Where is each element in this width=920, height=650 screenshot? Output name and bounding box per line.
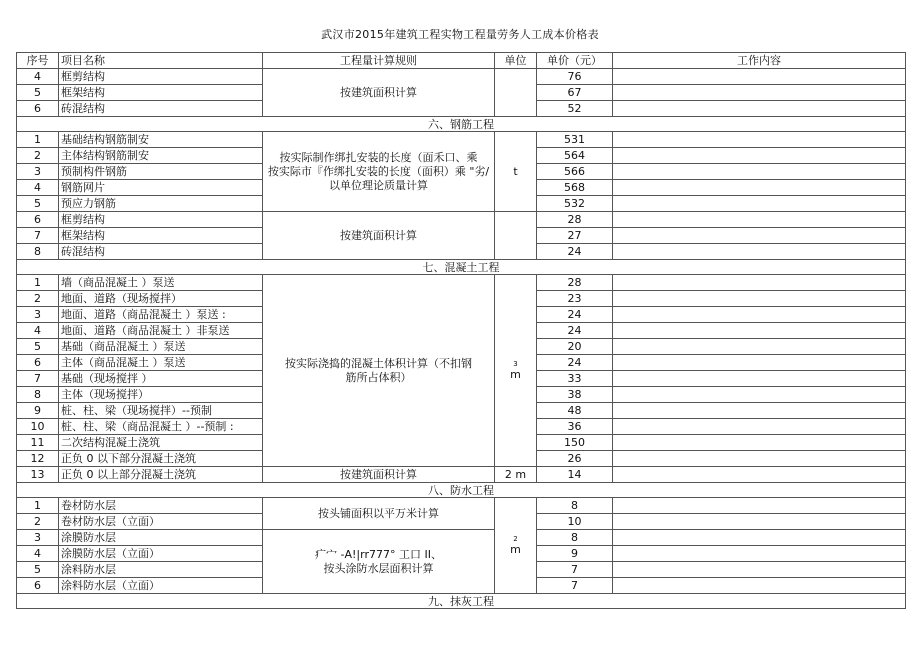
row-name: 正负 0 以上部分混凝土浇筑 xyxy=(59,467,263,483)
row-work xyxy=(613,339,906,355)
row-work xyxy=(613,164,906,180)
section-row xyxy=(17,483,906,498)
row-no: 4 xyxy=(17,69,59,85)
row-price: 76 xyxy=(537,69,613,85)
row-name: 桩、柱、梁（现场搅拌）--预制 xyxy=(59,403,263,419)
unit-superscript: 3 xyxy=(513,360,518,368)
section-row xyxy=(17,594,906,609)
row-price: 26 xyxy=(537,451,613,467)
row-no: 8 xyxy=(17,244,59,260)
header-row xyxy=(17,53,906,69)
row-no: 6 xyxy=(17,101,59,117)
row-name: 基础（现场搅拌 ） xyxy=(59,371,263,387)
table-row xyxy=(17,498,906,514)
row-price: 14 xyxy=(537,467,613,483)
row-no: 2 xyxy=(17,148,59,164)
row-work xyxy=(613,148,906,164)
row-name: 正负 0 以下部分混凝土浇筑 xyxy=(59,451,263,467)
rule-cell: 按建筑面积计算 xyxy=(263,467,495,483)
row-work xyxy=(613,101,906,117)
price-table xyxy=(16,52,906,609)
row-no: 5 xyxy=(17,339,59,355)
rule-cell: 按头铺面积以平万米计算 xyxy=(263,498,495,530)
row-no: 5 xyxy=(17,85,59,101)
row-price: 38 xyxy=(537,387,613,403)
rule-line: 按实际浇捣的混凝土体积计算（不扣钢 xyxy=(285,356,472,370)
row-name: 基础结构钢筋制安 xyxy=(59,132,263,148)
row-name: 地面、道路（商品混凝土 ）非泵送 xyxy=(59,323,263,339)
row-name: 预制构件钢筋 xyxy=(59,164,263,180)
table-row xyxy=(17,132,906,148)
row-name: 主体（商品混凝土 ）泵送 xyxy=(59,355,263,371)
row-work xyxy=(613,546,906,562)
row-price: 20 xyxy=(537,339,613,355)
unit-cell: t xyxy=(495,132,537,212)
row-price: 28 xyxy=(537,275,613,291)
row-price: 67 xyxy=(537,85,613,101)
row-work xyxy=(613,419,906,435)
rule-cell xyxy=(263,275,495,467)
rule-noise: 疒宀 -A!|rr777° 工口 II、 xyxy=(315,547,442,561)
section-row xyxy=(17,260,906,275)
unit-text: m xyxy=(510,368,521,381)
row-name: 预应力钢筋 xyxy=(59,196,263,212)
row-no: 3 xyxy=(17,307,59,323)
row-no: 9 xyxy=(17,403,59,419)
rule-cell: 按建筑面积计算 xyxy=(263,69,495,117)
row-work xyxy=(613,403,906,419)
row-price: 7 xyxy=(537,562,613,578)
row-price: 52 xyxy=(537,101,613,117)
row-work xyxy=(613,467,906,483)
row-price: 150 xyxy=(537,435,613,451)
row-no: 1 xyxy=(17,275,59,291)
rule-line: 筋所占体积） xyxy=(345,370,412,384)
section-title: 六、钢筋工程 xyxy=(17,117,906,132)
row-work xyxy=(613,244,906,260)
row-name: 主体结构钢筋制安 xyxy=(59,148,263,164)
row-no: 5 xyxy=(17,562,59,578)
row-work xyxy=(613,196,906,212)
row-name: 涂料防水层 xyxy=(59,562,263,578)
row-price: 48 xyxy=(537,403,613,419)
row-no: 1 xyxy=(17,498,59,514)
row-work xyxy=(613,435,906,451)
row-no: 4 xyxy=(17,546,59,562)
row-no: 2 xyxy=(17,514,59,530)
row-work xyxy=(613,180,906,196)
rule-line: 按实际制作绑扎安装的长度（面禾口、乘 xyxy=(279,150,478,164)
row-price: 36 xyxy=(537,419,613,435)
row-price: 566 xyxy=(537,164,613,180)
row-price: 24 xyxy=(537,307,613,323)
row-no: 8 xyxy=(17,387,59,403)
section-title: 七、混凝土工程 xyxy=(17,260,906,275)
header-no: 序号 xyxy=(17,53,59,69)
row-name: 地面、道路（现场搅拌） xyxy=(59,291,263,307)
row-no: 10 xyxy=(17,419,59,435)
row-price: 564 xyxy=(537,148,613,164)
row-no: 4 xyxy=(17,323,59,339)
row-price: 24 xyxy=(537,244,613,260)
section-title: 八、防水工程 xyxy=(17,483,906,498)
row-name: 桩、柱、梁（商品混凝土 ）--预制 : xyxy=(59,419,263,435)
row-no: 4 xyxy=(17,180,59,196)
rule-cell xyxy=(263,530,495,594)
row-work xyxy=(613,69,906,85)
row-no: 1 xyxy=(17,132,59,148)
row-price: 7 xyxy=(537,578,613,594)
row-no: 6 xyxy=(17,212,59,228)
rule-cell xyxy=(263,132,495,212)
row-work xyxy=(613,451,906,467)
row-work xyxy=(613,291,906,307)
row-work xyxy=(613,85,906,101)
row-price: 9 xyxy=(537,546,613,562)
row-work xyxy=(613,212,906,228)
unit-cell xyxy=(495,275,537,467)
table-row xyxy=(17,212,906,228)
row-price: 24 xyxy=(537,323,613,339)
row-price: 24 xyxy=(537,355,613,371)
row-name: 墙（商品混凝土 ）泵送 xyxy=(59,275,263,291)
row-no: 6 xyxy=(17,355,59,371)
rule-line: 按实际市『作绑扎安装的长度（面积）乘 "劣/ xyxy=(267,164,490,178)
section-row xyxy=(17,117,906,132)
rule-line: 按头涂防水层面积计算 xyxy=(323,561,434,575)
row-work xyxy=(613,307,906,323)
row-no: 7 xyxy=(17,228,59,244)
row-name: 框架结构 xyxy=(59,228,263,244)
unit-cell xyxy=(495,69,537,117)
row-price: 27 xyxy=(537,228,613,244)
row-name: 砖混结构 xyxy=(59,101,263,117)
row-name: 涂膜防水层（立面） xyxy=(59,546,263,562)
row-no: 5 xyxy=(17,196,59,212)
row-work xyxy=(613,387,906,403)
row-work xyxy=(613,228,906,244)
row-name: 基础（商品混凝土 ）泵送 xyxy=(59,339,263,355)
row-no: 13 xyxy=(17,467,59,483)
rule-cell: 按建筑面积计算 xyxy=(263,212,495,260)
row-work xyxy=(613,578,906,594)
unit-cell xyxy=(495,212,537,260)
row-work xyxy=(613,275,906,291)
row-price: 33 xyxy=(537,371,613,387)
row-name: 卷材防水层 xyxy=(59,498,263,514)
header-rule: 工程量计算规则 xyxy=(263,53,495,69)
page-title: 武汉市2015年建筑工程实物工程量劳务人工成本价格表 xyxy=(321,28,599,41)
row-work xyxy=(613,514,906,530)
unit-cell xyxy=(495,498,537,594)
row-price: 10 xyxy=(537,514,613,530)
row-price: 568 xyxy=(537,180,613,196)
row-name: 地面、道路（商品混凝土 ）泵送 : xyxy=(59,307,263,323)
table-row xyxy=(17,69,906,85)
row-price: 8 xyxy=(537,498,613,514)
row-no: 12 xyxy=(17,451,59,467)
section-title: 九、抹灰工程 xyxy=(17,594,906,609)
table-row xyxy=(17,275,906,291)
row-price: 531 xyxy=(537,132,613,148)
row-name: 砖混结构 xyxy=(59,244,263,260)
table-row xyxy=(17,530,906,546)
row-name: 框剪结构 xyxy=(59,69,263,85)
header-unit: 单位 xyxy=(495,53,537,69)
row-no: 2 xyxy=(17,291,59,307)
row-price: 23 xyxy=(537,291,613,307)
row-price: 8 xyxy=(537,530,613,546)
row-work xyxy=(613,562,906,578)
rule-line: 以单位理论质量计算 xyxy=(329,178,428,192)
row-no: 3 xyxy=(17,164,59,180)
row-name: 涂料防水层（立面） xyxy=(59,578,263,594)
row-work xyxy=(613,530,906,546)
row-no: 3 xyxy=(17,530,59,546)
table-row xyxy=(17,467,906,483)
row-work xyxy=(613,132,906,148)
row-name: 主体（现场搅拌） xyxy=(59,387,263,403)
row-work xyxy=(613,323,906,339)
header-name: 项目名称 xyxy=(59,53,263,69)
row-price: 28 xyxy=(537,212,613,228)
row-no: 6 xyxy=(17,578,59,594)
row-work xyxy=(613,498,906,514)
row-price: 532 xyxy=(537,196,613,212)
row-name: 二次结构混凝土浇筑 xyxy=(59,435,263,451)
row-name: 涂膜防水层 xyxy=(59,530,263,546)
unit-superscript: 2 xyxy=(513,535,518,543)
unit-text: m xyxy=(510,543,521,556)
row-name: 卷材防水层（立面） xyxy=(59,514,263,530)
row-name: 框架结构 xyxy=(59,85,263,101)
row-work xyxy=(613,355,906,371)
unit-cell: 2 m xyxy=(495,467,537,483)
row-name: 钢筋网片 xyxy=(59,180,263,196)
header-work: 工作内容 xyxy=(613,53,906,69)
header-price: 单价（元） xyxy=(537,53,613,69)
row-name: 框剪结构 xyxy=(59,212,263,228)
row-no: 11 xyxy=(17,435,59,451)
row-no: 7 xyxy=(17,371,59,387)
row-work xyxy=(613,371,906,387)
